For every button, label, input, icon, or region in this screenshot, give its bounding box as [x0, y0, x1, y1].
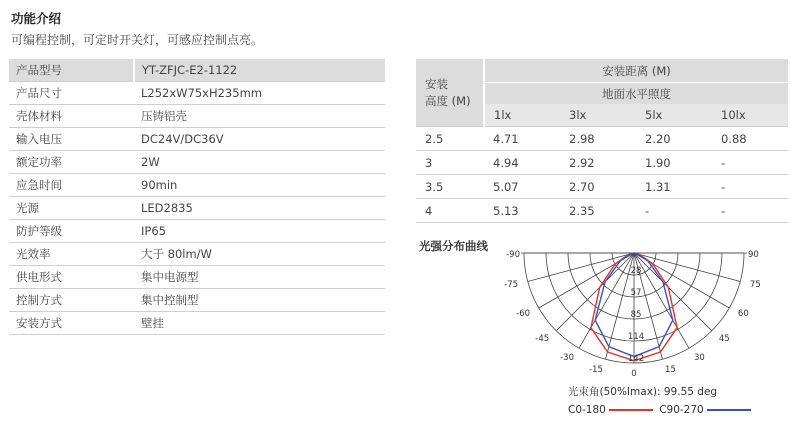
angle-label: -60: [516, 309, 531, 319]
radial-label: 85: [630, 310, 642, 320]
illuminance-column-header: 5lx: [636, 104, 712, 127]
distance-cell: 1.90: [636, 151, 712, 175]
distance-cell: -: [636, 199, 712, 223]
distance-cell: 0.88: [712, 127, 788, 151]
install-height-header: [416, 59, 484, 127]
distance-cell: -: [712, 151, 788, 175]
distance-cell: 5.07: [484, 175, 560, 199]
spec-key: 额定功率: [9, 151, 134, 174]
chart-legend: [568, 404, 754, 416]
install-height-cell: 3: [416, 151, 484, 175]
angle-label: 90: [748, 250, 759, 260]
spec-key: 控制方式: [9, 289, 134, 312]
install-distance-header: 安装距离 (M): [484, 59, 788, 83]
spec-key: 应急时间: [9, 174, 134, 197]
spec-row: [9, 289, 385, 312]
spec-key: 产品尺寸: [9, 82, 134, 105]
angle-label: -30: [560, 352, 574, 363]
distance-cell: -: [712, 199, 788, 223]
section-description: 可编程控制，可定时开关灯，可感应控制点亮。: [11, 33, 264, 47]
spec-value: 壁挂: [134, 312, 385, 335]
spec-key: 产品型号: [9, 59, 134, 82]
polar-spoke: [634, 253, 740, 281]
install-height-cell: 3.5: [416, 175, 484, 199]
install-height-cell: 2.5: [416, 127, 484, 151]
illuminance-column-header: 1lx: [484, 104, 560, 127]
spec-table: [9, 59, 385, 335]
angle-label: 60: [737, 309, 749, 319]
angle-label: -90: [506, 250, 520, 260]
distance-table: [416, 59, 788, 223]
distance-cell: 2.98: [560, 127, 636, 151]
distance-cell: 4.94: [484, 151, 560, 175]
radial-label: 114: [627, 332, 645, 342]
spec-value: IP65: [134, 220, 385, 243]
spec-value: YT-ZFJC-E2-1122: [134, 59, 385, 82]
distance-row: [416, 175, 788, 199]
illuminance-column-header: 10lx: [712, 104, 788, 127]
luminous-intensity-polar-chart: [504, 240, 764, 380]
spec-row: [9, 82, 385, 105]
angle-label: 0: [631, 369, 637, 379]
legend-swatch-c0: [609, 409, 653, 411]
spec-key: 壳体材料: [9, 105, 134, 128]
distance-row: [416, 127, 788, 151]
distance-cell: 2.20: [636, 127, 712, 151]
install-height-label-1: 安装: [425, 76, 448, 91]
spec-value: 大于 80lm/W: [134, 243, 385, 266]
distance-row: [416, 199, 788, 223]
radial-label: 142: [627, 354, 645, 364]
angle-label: -15: [589, 364, 603, 375]
spec-key: 光源: [9, 197, 134, 220]
section-title: 功能介绍: [11, 11, 62, 26]
angle-label: -75: [504, 280, 519, 291]
spec-row: [9, 220, 385, 243]
legend-item-c0: [568, 404, 656, 416]
angle-label: -45: [535, 333, 550, 344]
illuminance-header: 地面水平照度: [484, 83, 788, 105]
distance-cell: 1.31: [636, 175, 712, 199]
legend-item-c90: [659, 404, 754, 416]
install-height-label-2: 高度 (M): [425, 93, 471, 108]
spec-row: [9, 197, 385, 220]
spec-key: 光效率: [9, 243, 134, 266]
distance-row: [416, 151, 788, 175]
spec-value: 集中电源型: [134, 266, 385, 289]
spec-key: 防护等级: [9, 220, 134, 243]
spec-value: 压铸铝壳: [134, 105, 385, 128]
spec-row: [9, 312, 385, 335]
polar-spoke: [579, 253, 634, 348]
beam-angle-label: 光束角(50%Imax): 99.55 deg: [568, 386, 718, 398]
spec-row: [9, 105, 385, 128]
distance-cell: 4.71: [484, 127, 560, 151]
spec-row: [9, 151, 385, 174]
radial-label: 28: [630, 266, 642, 276]
angle-label: 45: [718, 333, 730, 344]
angle-label: 75: [749, 280, 761, 291]
distance-cell: 2.70: [560, 175, 636, 199]
spec-value: 2W: [134, 151, 385, 174]
radial-label: 57: [630, 288, 642, 298]
distance-cell: 2.35: [560, 199, 636, 223]
spec-value: DC24V/DC36V: [134, 128, 385, 151]
distance-cell: -: [712, 175, 788, 199]
polar-spoke: [528, 253, 634, 281]
install-height-cell: 4: [416, 199, 484, 223]
illuminance-column-header: 3lx: [560, 104, 636, 127]
spec-key: 安装方式: [9, 312, 134, 335]
spec-row: [9, 59, 385, 82]
polar-chart-title: 光强分布曲线: [419, 239, 488, 253]
spec-row: [9, 243, 385, 266]
distance-cell: 5.13: [484, 199, 560, 223]
spec-row: [9, 128, 385, 151]
spec-value: 集中控制型: [134, 289, 385, 312]
legend-label-c90: C90-270: [659, 404, 704, 416]
spec-value: L252xW75xH235mm: [134, 82, 385, 105]
spec-key: 输入电压: [9, 128, 134, 151]
distance-cell: 2.92: [560, 151, 636, 175]
spec-value: 90min: [134, 174, 385, 197]
spec-value: LED2835: [134, 197, 385, 220]
angle-label: 30: [694, 352, 705, 363]
angle-label: 15: [665, 364, 676, 375]
legend-swatch-c90: [707, 409, 751, 411]
legend-label-c0: C0-180: [568, 404, 606, 416]
spec-key: 供电形式: [9, 266, 134, 289]
spec-row: [9, 174, 385, 197]
spec-row: [9, 266, 385, 289]
